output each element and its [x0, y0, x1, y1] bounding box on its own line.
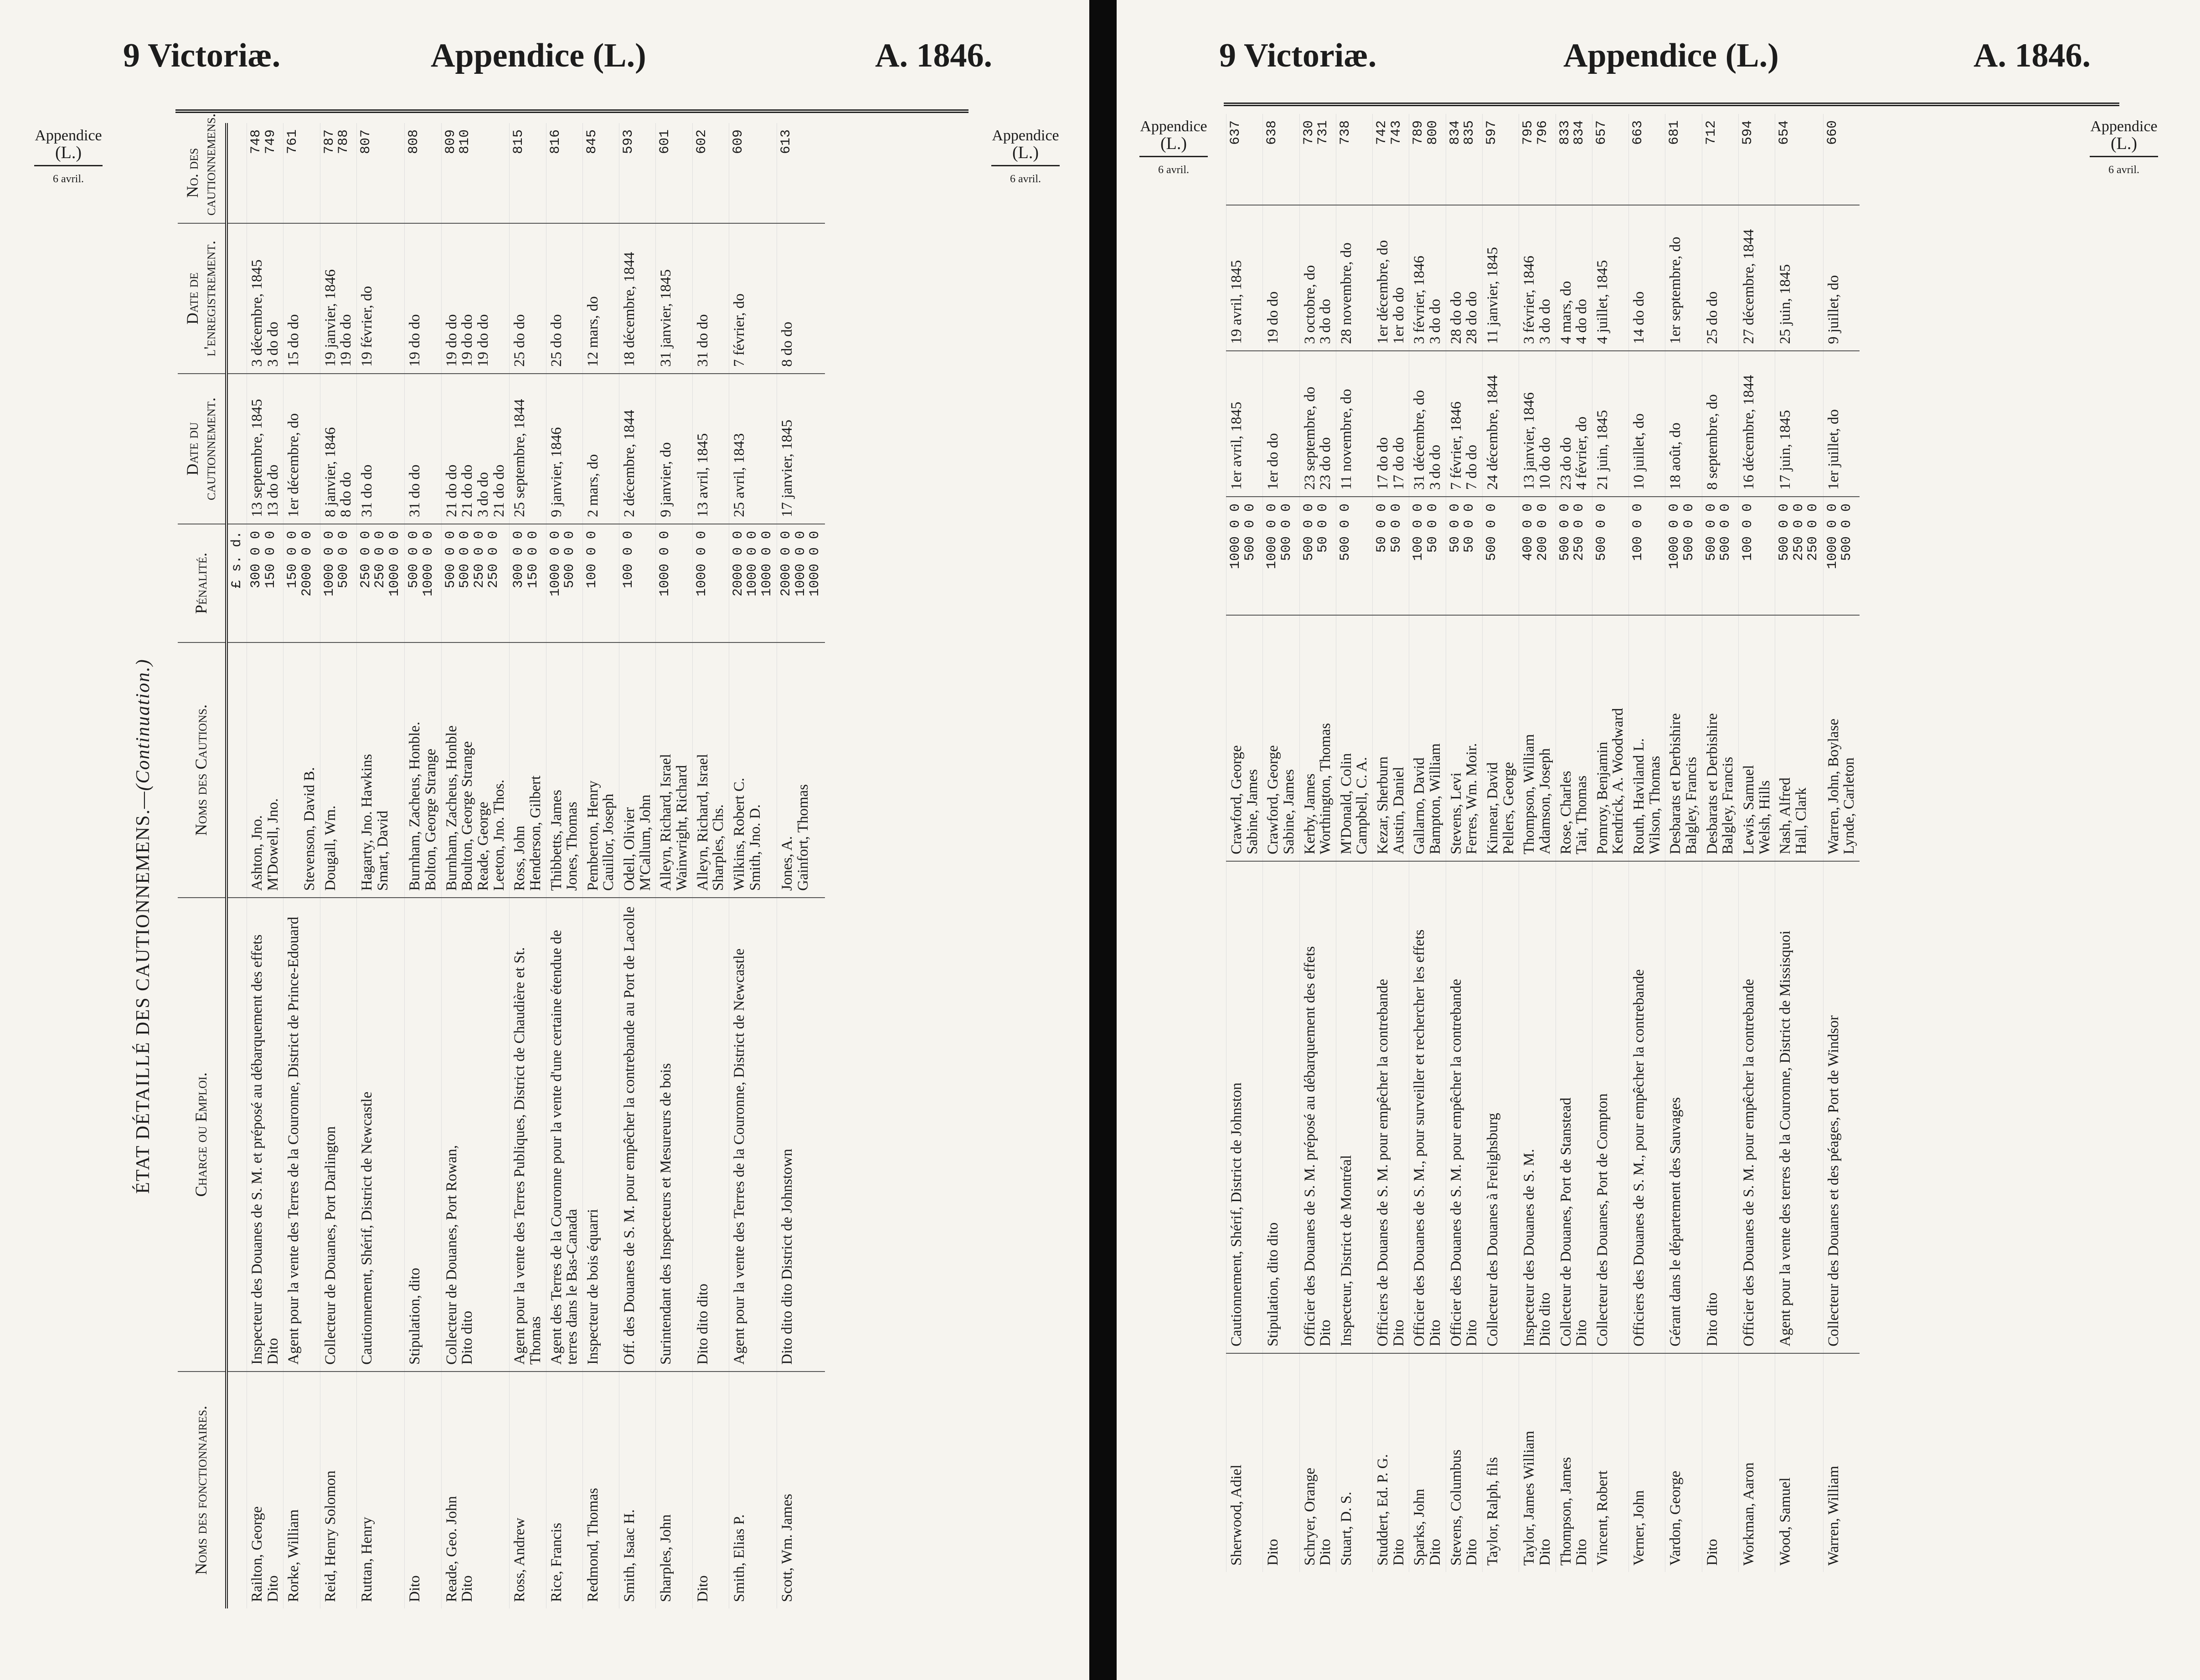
office-description: Officier des Douanes de S. M. pour empêcher la contrebande Dito [1446, 861, 1482, 1353]
penalty-amount: 1000 0 0 [656, 524, 692, 642]
surety-names: Crawford, George Sabine, James [1263, 615, 1299, 861]
bond-number: 834 835 [1446, 114, 1482, 205]
margin-appendix-letter: (L.) [1160, 134, 1187, 153]
office-description: Inspecteur des Douanes de S. M. Dito dito [1519, 861, 1556, 1353]
currency-row [227, 123, 247, 1608]
bond-number: 638 [1263, 114, 1299, 205]
office-description: Collecteur des Douanes à Frelighsburg [1482, 861, 1519, 1353]
official-name: Taylor, Ralph, fils [1482, 1353, 1519, 1572]
bond-date: 23 septembre, do 23 do do [1299, 351, 1336, 497]
bond-date: 13 septembre, 1845 13 do do [247, 374, 283, 524]
penalty-amount: 1000 0 0 500 0 0 [1226, 497, 1263, 615]
bond-number: 597 [1482, 114, 1519, 205]
table-row [1263, 114, 1299, 1572]
office-description: Stipulation, dito [405, 898, 441, 1372]
bond-date: 21 do do 21 do do 3 do do 21 do do [441, 374, 510, 524]
penalty-amount: 500 0 0 250 0 0 250 0 0 [1775, 497, 1824, 615]
registration-date: 8 do do [777, 223, 825, 374]
bond-date: 17 do do 17 do do [1373, 351, 1409, 497]
registration-date: 9 juillet, do [1823, 205, 1860, 351]
bond-number: 748 749 [247, 123, 283, 223]
margin-note-right [980, 128, 1071, 185]
official-name: Schryer, Orange Dito [1299, 1353, 1336, 1572]
table-row [1373, 114, 1409, 1572]
surety-names: Pomroy, Benjamin Kendrick, A. Woodward [1592, 615, 1628, 861]
margin-note-left [23, 128, 114, 185]
penalty-amount: 100 0 0 50 0 0 [1409, 497, 1446, 615]
registration-date: 12 mars, do [582, 223, 619, 374]
bond-date: 21 juin, 1845 [1592, 351, 1628, 497]
bond-number: 594 [1738, 114, 1775, 205]
office-description: Inspecteur, District de Montréal [1336, 861, 1372, 1353]
office-description: Cautionnement, Shérif, District de Johnston [1226, 861, 1263, 1353]
penalty-amount: 2000 0 0 1000 0 0 1000 0 0 [777, 524, 825, 642]
bond-date: 10 juillet, do [1629, 351, 1665, 497]
penalty-amount: 150 0 0 2000 0 0 [283, 524, 320, 642]
surety-names: Jones, A. Gainfort, Thomas [777, 642, 825, 898]
margin-date: 6 avril. [2108, 164, 2139, 176]
ledger-right [1226, 114, 2119, 1572]
office-description: Officiers des Douanes de S. M., pour empêcher la contrebande [1629, 861, 1665, 1353]
table-row [546, 123, 582, 1608]
bond-number: 795 796 [1519, 114, 1556, 205]
registration-date: 19 février, do [356, 223, 405, 374]
table-body [227, 123, 825, 1608]
surety-names: Ross, John Henderson, Gilbert [510, 642, 546, 898]
table-row [777, 123, 825, 1608]
official-name: Studdert, Ed. P. G. Dito [1373, 1353, 1409, 1572]
table-row [1823, 114, 1860, 1572]
bond-number: 681 [1665, 114, 1702, 205]
surety-names: Gallarno, David Bampton, William [1409, 615, 1446, 861]
table-row [1446, 114, 1482, 1572]
registration-date: 1er décembre, do 1er do do [1373, 205, 1409, 351]
penalty-amount: 500 0 0 250 0 0 [1556, 497, 1592, 615]
header-year: A. 1846. [875, 37, 992, 74]
office-description: Cautionnement, Shérif, District de Newcastle [356, 898, 405, 1372]
penalty-amount: 500 0 0 500 0 0 250 0 0 250 0 0 [441, 524, 510, 642]
bonds-table [178, 113, 825, 1608]
registration-date: 19 avril, 1845 [1226, 205, 1263, 351]
table-row [441, 123, 510, 1608]
surety-names: Odell, Olivier M'Callum, John [619, 642, 656, 898]
official-name: Verner, John [1629, 1353, 1665, 1572]
penalty-amount: 1000 0 0 500 0 0 [1665, 497, 1702, 615]
surety-names: Stevens, Levi Ferres, Wm. Moir. [1446, 615, 1482, 861]
bond-number: 809 810 [441, 123, 510, 223]
registration-date: 4 mars, do 4 do do [1556, 205, 1592, 351]
table-row [1556, 114, 1592, 1572]
bond-number: 815 [510, 123, 546, 223]
bond-date: 9 janvier, do [656, 374, 692, 524]
office-description: Collecteur des Douanes et des péages, Port de Windsor [1823, 861, 1860, 1353]
official-name: Rorke, William [283, 1372, 320, 1608]
surety-names: Warren, John, Boylase Lynde, Carleton [1823, 615, 1860, 861]
registration-date: 15 do do [283, 223, 320, 374]
bond-date: 31 do do [405, 374, 441, 524]
table-row [1629, 114, 1665, 1572]
surety-names: Crawford, George Sabine, James [1226, 615, 1263, 861]
office-description: Dito dito dito [692, 898, 729, 1372]
official-name: Vardon, George [1665, 1353, 1702, 1572]
registration-date: 18 décembre, 1844 [619, 223, 656, 374]
registration-date: 25 do do [1702, 205, 1738, 351]
office-description: Collecteur de Douanes, Port Rowan, Dito dito [441, 898, 510, 1372]
official-name: Thompson, James Dito [1556, 1353, 1592, 1572]
bond-date: 9 janvier, 1846 [546, 374, 582, 524]
office-description: Agent des Terres de la Couronne pour la vente d'une certaine étendue de terres dans le Bas-Canada [546, 898, 582, 1372]
registration-date: 7 février, do [729, 223, 777, 374]
office-description: Agent pour la vente des terres de la Couronne, District de Missisquoi [1775, 861, 1824, 1353]
bond-number: 663 [1629, 114, 1665, 205]
office-description: Dito dito [1702, 861, 1738, 1353]
bond-date: 25 avril, 1843 [729, 374, 777, 524]
penalty-amount: 500 0 0 500 0 0 [1702, 497, 1738, 615]
margin-rule [1139, 156, 1208, 157]
bond-date: 16 décembre, 1844 [1738, 351, 1775, 497]
surety-names: Hagarty, Jno. Hawkins Smart, David [356, 642, 405, 898]
col-header-bond-number: No. des cautionnemens. [178, 123, 227, 223]
official-name: Warren, William [1823, 1353, 1860, 1572]
table-title-main: ÉTAT DÉTAILLÉ DES CAUTIONNEMENS. [133, 808, 154, 1194]
table-row [692, 123, 729, 1608]
margin-appendix-label: Appendice [2090, 118, 2158, 135]
bond-date: 31 décembre, do 3 do do [1409, 351, 1446, 497]
registration-date: 25 juin, 1845 [1775, 205, 1824, 351]
official-name: Dito [692, 1372, 729, 1608]
margin-appendix-label: Appendice [35, 127, 102, 144]
bond-date: 1er décembre, do [283, 374, 320, 524]
official-name: Smith, Elias P. [729, 1372, 777, 1608]
table-row [1665, 114, 1702, 1572]
surety-names: Kerby, James Worthington, Thomas [1299, 615, 1336, 861]
left-page [0, 0, 1089, 1680]
penalty-amount: 500 0 0 50 0 0 [1299, 497, 1336, 615]
bond-date: 17 janvier, 1845 [777, 374, 825, 524]
official-name: Dito [1702, 1353, 1738, 1572]
bond-number: 593 [619, 123, 656, 223]
table-row [1226, 114, 1263, 1572]
bond-date: 2 mars, do [582, 374, 619, 524]
official-name: Stevens, Columbus Dito [1446, 1353, 1482, 1572]
official-name: Taylor, James William Dito [1519, 1353, 1556, 1572]
bond-number: 816 [546, 123, 582, 223]
office-description: Stipulation, dito dito [1263, 861, 1299, 1353]
surety-names: Kinnear, David Pellers, George [1482, 615, 1519, 861]
bond-number: 712 [1702, 114, 1738, 205]
registration-date: 3 février, 1846 3 do do [1519, 205, 1556, 351]
penalty-amount: 1000 0 0 500 0 0 [1823, 497, 1860, 615]
surety-names: Wilkins, Robert C. Smith, Jno. D. [729, 642, 777, 898]
office-description: Officiers de Douanes de S. M. pour empêcher la contrebande Dito [1373, 861, 1409, 1353]
surety-names: Burnham, Zacheus, Honble. Bolton, George Strange [405, 642, 441, 898]
penalty-amount: 100 0 0 [619, 524, 656, 642]
table-row [1738, 114, 1775, 1572]
bond-number: 808 [405, 123, 441, 223]
margin-appendix-letter: (L.) [1012, 143, 1039, 162]
bond-number: 761 [283, 123, 320, 223]
table-row [656, 123, 692, 1608]
official-name: Rice, Francis [546, 1372, 582, 1608]
table-row [1482, 114, 1519, 1572]
official-name: Ruttan, Henry [356, 1372, 405, 1608]
penalty-amount: 1000 0 0 500 0 0 [320, 524, 356, 642]
registration-date: 19 do do [405, 223, 441, 374]
office-description: Off. des Douanes de S. M. pour empêcher la contrebande au Port de Lacolle [619, 898, 656, 1372]
bonds-table [1226, 114, 1860, 1572]
penalty-amount: 300 0 0 150 0 0 [247, 524, 283, 642]
surety-names: Thompson, William Adamson, Joseph [1519, 615, 1556, 861]
surety-names: Dougall, Wm. [320, 642, 356, 898]
penalty-amount: 100 0 0 [1629, 497, 1665, 615]
table-title-suffix: —(Continuation.) [133, 658, 154, 809]
header-rule [1224, 103, 2119, 106]
registration-date: 19 janvier, 1846 19 do do [320, 223, 356, 374]
registration-date: 28 do do 28 do do [1446, 205, 1482, 351]
official-name: Wood, Samuel [1775, 1353, 1824, 1572]
office-description: Collecteur de Douanes, Port de Stanstead Dito [1556, 861, 1592, 1353]
registration-date: 31 janvier, 1845 [656, 223, 692, 374]
margin-date: 6 avril. [1010, 173, 1041, 185]
office-description: Inspecteur des Douanes de S. M. et préposé au débarquement des effets Dito [247, 898, 283, 1372]
table-row [247, 123, 283, 1608]
bond-number: 730 731 [1299, 114, 1336, 205]
surety-names: Ashton, Jno. M'Dowell, Jno. [247, 642, 283, 898]
penalty-amount: 1000 0 0 500 0 0 [546, 524, 582, 642]
penalty-amount: 500 0 0 [1336, 497, 1372, 615]
bond-number: 657 [1592, 114, 1628, 205]
office-description: Officier des Douanes de S. M. préposé au débarquement des effets Dito [1299, 861, 1336, 1353]
col-header-bond-date: Date du cautionnement. [178, 374, 227, 524]
margin-date: 6 avril. [53, 173, 84, 185]
bond-date: 23 do do 4 février, do [1556, 351, 1592, 497]
margin-appendix-label: Appendice [1140, 118, 1207, 135]
penalty-amount: 1000 0 0 [692, 524, 729, 642]
bond-date: 24 décembre, 1844 [1482, 351, 1519, 497]
surety-names: Kezar, Sherburn Austin, Daniel [1373, 615, 1409, 861]
table-row [582, 123, 619, 1608]
office-description: Inspecteur de bois équarri [582, 898, 619, 1372]
registration-date: 4 juillet, 1845 [1592, 205, 1628, 351]
registration-date: 28 novembre, do [1336, 205, 1372, 351]
official-name: Scott, Wm. James [777, 1372, 825, 1608]
registration-date: 3 décembre, 1845 3 do do [247, 223, 283, 374]
penalty-amount: 250 0 0 250 0 0 1000 0 0 [356, 524, 405, 642]
penalty-amount: 500 0 0 [1592, 497, 1628, 615]
surety-names: Rose, Charles Tait, Thomas [1556, 615, 1592, 861]
table-row [1519, 114, 1556, 1572]
col-header-sureties: Noms des Cautions. [178, 642, 227, 898]
official-name: Dito [1263, 1353, 1299, 1572]
surety-names: Stevenson, David B. [283, 642, 320, 898]
official-name: Ross, Andrew [510, 1372, 546, 1608]
penalty-amount: 100 0 0 [1738, 497, 1775, 615]
official-name: Reade, Geo. John Dito [441, 1372, 510, 1608]
bond-number: 807 [356, 123, 405, 223]
col-header-registration-date: Date de l'enregistrement. [178, 223, 227, 374]
official-name: Railton, George Dito [247, 1372, 283, 1608]
bond-number: 654 [1775, 114, 1824, 205]
table-row [1702, 114, 1738, 1572]
registration-date: 14 do do [1629, 205, 1665, 351]
col-header-penalty: Pénalité. [178, 524, 227, 642]
registration-date: 25 do do [510, 223, 546, 374]
margin-appendix-label: Appendice [992, 127, 1059, 144]
margin-appendix-letter: (L.) [55, 143, 82, 162]
bond-date: 1er avril, 1845 [1226, 351, 1263, 497]
office-description: Gérant dans le département des Sauvages [1665, 861, 1702, 1353]
table-row [1592, 114, 1628, 1572]
office-description: Agent pour la vente des Terres Publiques, District de Chaudière et St. Thomas [510, 898, 546, 1372]
table-row [1775, 114, 1824, 1572]
surety-names: Routh, Haviland L. Wilson, Thomas [1629, 615, 1665, 861]
header-regnal-year: 9 Victoriæ. [123, 37, 281, 74]
official-name: Dito [405, 1372, 441, 1608]
penalty-amount: 2000 0 0 1000 0 0 1000 0 0 [729, 524, 777, 642]
official-name: Reid, Henry Solomon [320, 1372, 356, 1608]
bond-date: 18 août, do [1665, 351, 1702, 497]
official-name: Sherwood, Adiel [1226, 1353, 1263, 1572]
office-description: Dito dito dito District de Johnstown [777, 898, 825, 1372]
official-name: Sharples, John [656, 1372, 692, 1608]
surety-names: Alleyn, Richard, Israel Wainwright, Richard [656, 642, 692, 898]
official-name: Vincent, Robert [1592, 1353, 1628, 1572]
page-gutter [1089, 0, 1117, 1680]
registration-date: 19 do do [1263, 205, 1299, 351]
penalty-amount: 400 0 0 200 0 0 [1519, 497, 1556, 615]
registration-date: 25 do do [546, 223, 582, 374]
penalty-amount: 300 0 0 150 0 0 [510, 524, 546, 642]
header-appendix: Appendice (L.) [1563, 37, 1779, 74]
surety-names: Pemberton, Henry Cauillor, Joseph [582, 642, 619, 898]
office-description: Officier des Douanes de S. M. pour empêcher la contrebande [1738, 861, 1775, 1353]
office-description: Collecteur de Douanes, Port Darlington [320, 898, 356, 1372]
official-name: Stuart, D. S. [1336, 1353, 1372, 1572]
header-year: A. 1846. [1973, 37, 2091, 74]
registration-date: 3 octobre, do 3 do do [1299, 205, 1336, 351]
office-description: Officier des Douanes de S. M., pour surveiller et rechercher les effets Dito [1409, 861, 1446, 1353]
currency-units: £ s. d. [227, 524, 247, 642]
surety-names: Alleyn, Richard, Israel Sharples, Chs. [692, 642, 729, 898]
table-body [1226, 114, 1860, 1572]
penalty-amount: 50 0 0 50 0 0 [1446, 497, 1482, 615]
bond-date: 8 septembre, do [1702, 351, 1738, 497]
table-header-row [178, 123, 227, 1608]
official-name: Redmond, Thomas [582, 1372, 619, 1608]
table-row [729, 123, 777, 1608]
bond-number: 609 [729, 123, 777, 223]
bond-number: 660 [1823, 114, 1860, 205]
header-appendix: Appendice (L.) [431, 37, 646, 74]
col-header-officials: Noms des fonctionnaires. [178, 1372, 227, 1608]
bond-date: 11 novembre, do [1336, 351, 1372, 497]
table-row [356, 123, 405, 1608]
margin-note-left [1128, 118, 1219, 176]
bond-number: 601 [656, 123, 692, 223]
surety-names: Thibbetts, James Jones, Thomas [546, 642, 582, 898]
official-name: Sparks, John Dito [1409, 1353, 1446, 1572]
table-row [619, 123, 656, 1608]
ledger-left [178, 113, 980, 1608]
registration-date: 3 février, 1846 3 do do [1409, 205, 1446, 351]
bond-number: 602 [692, 123, 729, 223]
surety-names: Lewis, Samuel Welsh, Hills [1738, 615, 1775, 861]
margin-appendix-letter: (L.) [2110, 134, 2138, 153]
margin-date: 6 avril. [1158, 164, 1189, 176]
surety-names: Desbarats et Derbishire Balgley, Francis [1702, 615, 1738, 861]
table-title [132, 658, 154, 1194]
margin-rule [991, 165, 1060, 166]
penalty-amount: 50 0 0 50 0 0 [1373, 497, 1409, 615]
bond-date: 17 juin, 1845 [1775, 351, 1824, 497]
bond-date: 25 septembre, 1844 [510, 374, 546, 524]
registration-date: 11 janvier, 1845 [1482, 205, 1519, 351]
registration-date: 1er septembre, do [1665, 205, 1702, 351]
penalty-amount: 1000 0 0 500 0 0 [1263, 497, 1299, 615]
bond-number: 833 834 [1556, 114, 1592, 205]
bond-date: 2 décembre, 1844 [619, 374, 656, 524]
bond-date: 13 janvier, 1846 10 do do [1519, 351, 1556, 497]
margin-rule [34, 165, 103, 166]
right-page [1117, 0, 2200, 1680]
table-row [510, 123, 546, 1608]
bond-number: 613 [777, 123, 825, 223]
table-row [283, 123, 320, 1608]
office-description: Agent pour la vente des Terres de la Couronne, District de Prince-Edouard [283, 898, 320, 1372]
penalty-amount: 500 0 0 [1482, 497, 1519, 615]
penalty-amount: 500 0 0 1000 0 0 [405, 524, 441, 642]
office-description: Agent pour la vente des Terres de la Couronne, District de Newcastle [729, 898, 777, 1372]
header-regnal-year: 9 Victoriæ. [1219, 37, 1377, 74]
bond-number: 742 743 [1373, 114, 1409, 205]
bond-date: 31 do do [356, 374, 405, 524]
surety-names: Nash, Alfred Hall, Clark [1775, 615, 1824, 861]
table-row [405, 123, 441, 1608]
penalty-amount: 100 0 0 [582, 524, 619, 642]
bond-number: 845 [582, 123, 619, 223]
bond-date: 7 février, 1846 7 do do [1446, 351, 1482, 497]
office-description: Surintendant des Inspecteurs et Mesureurs de bois [656, 898, 692, 1372]
bond-date: 1er do do [1263, 351, 1299, 497]
bond-date: 8 janvier, 1846 8 do do [320, 374, 356, 524]
table-row [1299, 114, 1336, 1572]
bond-number: 789 800 [1409, 114, 1446, 205]
registration-date: 31 do do [692, 223, 729, 374]
bond-number: 738 [1336, 114, 1372, 205]
surety-names: Desbarats et Derbishire Balgley, Francis [1665, 615, 1702, 861]
surety-names: Burnham, Zacheus, Honble Boulton, George Strange Reade, George Leeton, Jno. Thos. [441, 642, 510, 898]
official-name: Smith, Isaac H. [619, 1372, 656, 1608]
official-name: Workman, Aaron [1738, 1353, 1775, 1572]
table-row [320, 123, 356, 1608]
bond-number: 637 [1226, 114, 1263, 205]
registration-date: 27 décembre, 1844 [1738, 205, 1775, 351]
col-header-office: Charge ou Emploi. [178, 898, 227, 1372]
table-row [1409, 114, 1446, 1572]
surety-names: M'Donald, Colin Campbell, C. A. [1336, 615, 1372, 861]
registration-date: 19 do do 19 do do 19 do do [441, 223, 510, 374]
header-rule [175, 109, 969, 113]
bond-date: 1er juillet, do [1823, 351, 1860, 497]
bond-number: 787 788 [320, 123, 356, 223]
bond-date: 13 avril, 1845 [692, 374, 729, 524]
office-description: Collecteur des Douanes, Port de Compton [1592, 861, 1628, 1353]
table-row [1336, 114, 1372, 1572]
